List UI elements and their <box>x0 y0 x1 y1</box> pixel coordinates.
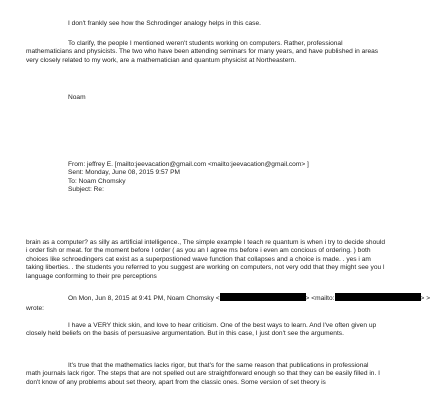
reply-body: brain as a computer? as silly as artificial intelligence., The simple example I teach re quantum is when i try to decide should i order fish or meat. for the moment before I order ( as you an I agree ms before i even am concious of ordering. ) both choices like schroedingers cat exist as a superpostioned wave function that collapses and a choice is made. . yes i am taking liberties. . the students you referred to you suggest are working on computers, not very odd that they might see you l language conforming to their pre perceptions <box>26 239 386 280</box>
quote-attribution <box>68 293 430 303</box>
opening-line: I don't frankly see how the Schrodinger analogy helps in this case. <box>68 20 261 27</box>
quote-prefix: On Mon, Jun 8, 2015 at 9:41 PM, Noam Chomsky < <box>68 295 220 302</box>
to-line: To: Noam Chomsky <box>68 177 126 185</box>
forwarded-header <box>68 161 388 195</box>
from-line: From: jeffrey E. [mailto:jeevacation@gmail.com <mailto:jeevacation@gmail.com> ] <box>68 161 309 168</box>
criticism-paragraph: I have a VERY thick skin, and love to hear criticism. One of the best ways to learn. And I've often given up closely held beliefs on the basis of persuasive argumentation. But in this case, I just don't see the arguments. <box>26 322 377 338</box>
wrote-label: wrote: <box>26 305 44 312</box>
redaction-bar <box>335 293 421 301</box>
sent-line: Sent: Monday, June 08, 2015 9:57 PM <box>68 169 181 177</box>
signature: Noam <box>68 94 86 101</box>
subject-line: Subject: Re: <box>68 186 104 194</box>
quote-suffix: > > <box>420 295 430 302</box>
quote-mid: > <mailto: <box>305 295 335 302</box>
rigor-paragraph: It's true that the mathematics lacks rigor, but that's for the same reason that publications in professional math journals lack rigor. The steps that are not spelled out are straightforward enough so that they can be easily filled in. I don't know of any problems about set theory, apart from the classic ones. Some version of set theory is <box>26 362 380 386</box>
redaction-bar <box>220 293 306 301</box>
clarification-paragraph: To clarify, the people I mentioned weren't students working on computers. Rather, professional mathematicians and physicists. The two who have been attending seminars for many years, and have published in areas very closely related to my work, are a mathematician and quantum physicist at Northeastern. <box>26 40 379 64</box>
